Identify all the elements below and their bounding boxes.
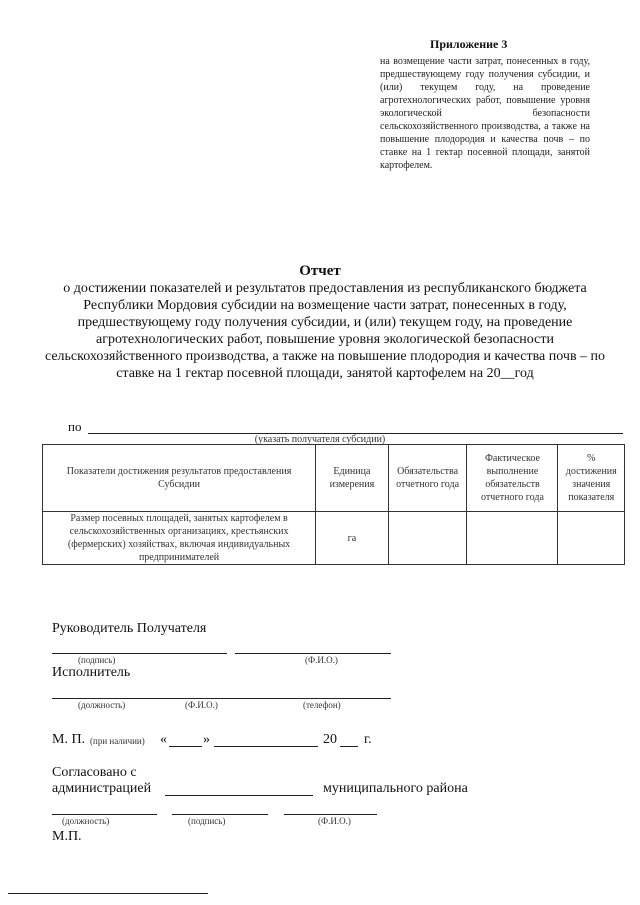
table-header-cell: Единица измерения — [316, 445, 389, 512]
executor-phone-hint: (телефон) — [303, 700, 341, 710]
stamp-label: М. П. — [52, 732, 86, 747]
recipient-prefix: по — [68, 419, 82, 434]
date-month-field[interactable] — [214, 746, 318, 747]
footnote-divider — [8, 893, 208, 894]
executor-label: Исполнитель — [52, 665, 131, 680]
table-cell: га — [316, 512, 389, 565]
appendix-body: на возмещение части затрат, понесенных в году, предшествующему году получения субсидии, и (или) текущем году, на проведение агротехнологических работ, повышение уровня экологической безопасности сельскохозяйственного производства, а также на повышение плодородия и качества почв – по ставке на 1 гектар посевной площади, занятой картофелем. — [380, 56, 590, 171]
executor-fio-hint: (Ф.И.О.) — [185, 700, 218, 710]
table-cell[interactable] — [467, 512, 558, 565]
table-header-cell: Обязательства отчетного года — [388, 445, 467, 512]
table-cell[interactable] — [558, 512, 625, 565]
head-label: Руководитель Получателя — [52, 621, 207, 636]
table-row — [43, 512, 625, 565]
executor-position-hint: (должность) — [78, 700, 126, 710]
table-header-cell: % достижения значения показателя — [558, 445, 625, 512]
agreed-position-line[interactable] — [52, 814, 157, 815]
date-year-field[interactable] — [340, 746, 358, 747]
agreed-fio-line[interactable] — [284, 814, 377, 815]
date-day-field[interactable] — [169, 746, 202, 747]
stamp-hint: (при наличии) — [90, 736, 145, 746]
table-header-cell: Фактическое выполнение обязательств отчетного года — [467, 445, 558, 512]
date-year-suffix: г. — [364, 732, 372, 747]
agreed-signature-hint: (подпись) — [188, 816, 226, 826]
head-fio-hint: (Ф.И.О.) — [305, 655, 338, 665]
stamp-label-2: М.П. — [52, 829, 82, 844]
table-cell[interactable] — [388, 512, 467, 565]
admin-name-field[interactable] — [165, 795, 313, 796]
table-header-row — [43, 445, 625, 512]
indicators-table — [42, 444, 625, 565]
executor-line[interactable] — [52, 698, 391, 699]
head-fio-line[interactable] — [235, 653, 391, 654]
district-label: муниципального района — [323, 781, 468, 796]
table-cell: Размер посевных площадей, занятых картофелем в сельскохозяйственных организациях, крестьянских (фермерских) хозяйствах, включая индивидуальных предпринимателей — [43, 512, 316, 565]
table-header-cell: Показатели достижения результатов предоставления Субсидии — [43, 445, 316, 512]
recipient-hint: (указать получателя субсидии) — [254, 434, 386, 445]
report-subtitle: о достижении показателей и результатов предоставления из республиканского бюджета Республики Мордовия субсидии на возмещение части затрат, понесенных в году, предшествующему году получения субсидии, и (или) текущем году, на проведение агротехнологических работ, повышение уровня экологической безопасности сельскохозяйственного производства, а также на повышение плодородия и качества почв – по ставке на 1 гектар посевной площади, занятой картофелем на 20__год — [44, 281, 606, 381]
agreed-signature-line[interactable] — [172, 814, 268, 815]
report-title: Отчет — [299, 263, 341, 279]
date-open-quote: « — [160, 732, 167, 747]
head-signature-hint: (подпись) — [78, 655, 116, 665]
appendix-title: Приложение 3 — [430, 37, 508, 51]
agreed-label: Согласовано с — [52, 765, 137, 780]
date-year-prefix: 20 — [323, 732, 337, 747]
date-close-quote: » — [203, 732, 210, 747]
head-signature-line[interactable] — [52, 653, 227, 654]
admin-label: администрацией — [52, 781, 152, 796]
agreed-fio-hint: (Ф.И.О.) — [318, 816, 351, 826]
agreed-position-hint: (должность) — [62, 816, 110, 826]
